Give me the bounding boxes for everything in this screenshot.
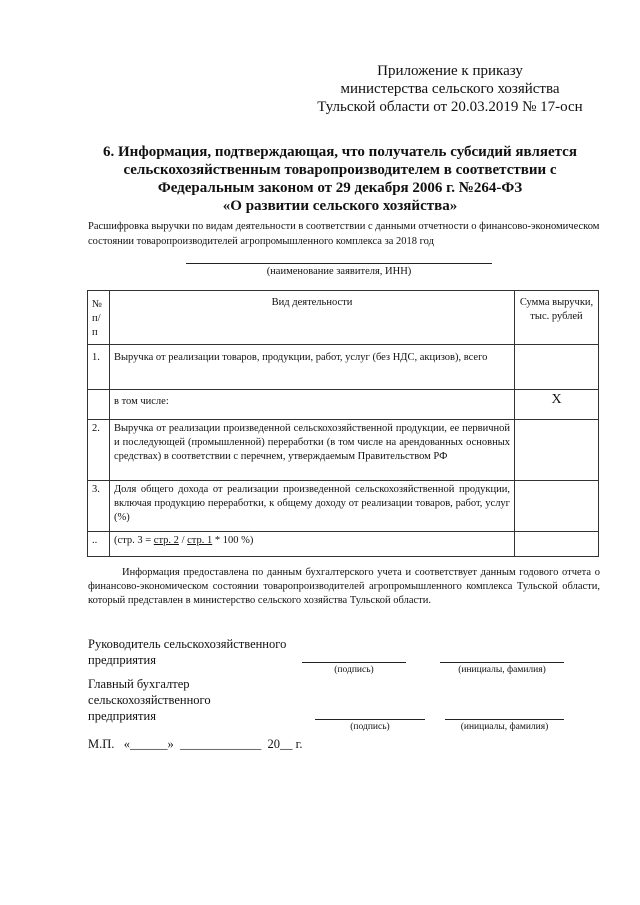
accountant-name-field[interactable] (445, 719, 564, 720)
heading-line-1: 6. Информация, подтверждающая, что получатель субсидий является (103, 144, 577, 160)
head-signature-field[interactable] (302, 662, 406, 663)
row-formula (110, 532, 515, 557)
table-header-row (88, 291, 599, 345)
appendix-line-2: министерства сельского хозяйства (340, 81, 560, 97)
row-sum-cell[interactable] (515, 532, 599, 557)
heading-line-3: Федеральным законом от 29 декабря 2006 г. №264-ФЗ (157, 180, 523, 196)
row-text: Выручка от реализации произведенной сельскохозяйственной продукции, ее первичной и последующей (промышленной) переработки (в том числе на арендованных основных средствах) в соответствии с перечнем, утверждаемым Правительством РФ (110, 420, 515, 481)
info-paragraph: Информация предоставлена по данным бухгалтерского учета и соответствует данным годового отчета о финансово-экономическом состоянии товаропроизводителей агропромышленного комплекса Тульской области, который представлен в министерство сельского хозяйства Тульской области. (88, 567, 600, 606)
row-sum-cell[interactable] (515, 481, 599, 532)
head-signature-caption: (подпись) (334, 665, 374, 675)
heading-line-2: сельскохозяйственным товаропроизводителем в соответствии с (123, 162, 557, 178)
applicant-caption: (наименование заявителя, ИНН) (266, 266, 412, 277)
accountant-signature-label (88, 676, 318, 724)
accountant-signature-field[interactable] (315, 719, 425, 720)
row-text: Доля общего дохода от реализации произведенной сельскохозяйственной продукции, включая продукцию переработки, к общему доходу от реализации товаров, работ, услуг (%) (110, 481, 515, 532)
head-name-field[interactable] (440, 662, 564, 663)
row-num: 3. (88, 481, 110, 532)
formula-link-row-1[interactable]: стр. 1 (187, 535, 213, 546)
appendix-reference (300, 62, 600, 116)
accountant-signature-caption: (подпись) (350, 722, 390, 732)
header-num: № п/п (88, 291, 110, 345)
formula-suffix: * 100 %) (212, 535, 254, 546)
header-activity: Вид деятельности (110, 291, 515, 345)
row-sum-cell[interactable] (515, 345, 599, 390)
accountant-label-line-3: предприятия (88, 709, 156, 723)
applicant-name-line[interactable] (186, 263, 492, 264)
stamp-date-line: М.П. «______» _____________ 20__ г. (88, 737, 303, 751)
row-num: .. (88, 532, 110, 557)
head-name-caption: (инициалы, фамилия) (458, 665, 546, 675)
table-row (88, 345, 599, 390)
table-row (88, 390, 599, 420)
row-num: 1. (88, 345, 110, 390)
head-label-line-2: предприятия (88, 653, 156, 667)
row-num (88, 390, 110, 420)
formula-prefix: (стр. 3 = (114, 535, 154, 546)
row-sum-cell[interactable] (515, 420, 599, 481)
formula-link-row-2[interactable]: стр. 2 (153, 535, 179, 546)
revenue-table (87, 290, 599, 557)
head-label-line-1: Руководитель сельскохозяйственного (88, 637, 287, 651)
row-num: 2. (88, 420, 110, 481)
row-text: в том числе: (110, 390, 515, 420)
row-sum-cell: X (515, 390, 599, 420)
intro-paragraph: Расшифровка выручки по видам деятельности в соответствии с данными отчетности о финансово-экономическом состоянии товаропроизводителей агропромышленного комплекса за 2018 год (88, 221, 600, 247)
formula-slash: / (178, 535, 188, 546)
appendix-line-3: Тульской области от 20.03.2019 № 17-осн (317, 99, 583, 115)
accountant-label-line-1: Главный бухгалтер (88, 677, 190, 691)
heading-line-4: «О развитии сельского хозяйства» (222, 198, 458, 214)
appendix-line-1: Приложение к приказу (377, 63, 523, 79)
table-row (88, 420, 599, 481)
document-heading (60, 143, 620, 215)
head-signature-label (88, 636, 318, 668)
table-row (88, 481, 599, 532)
row-text: Выручка от реализации товаров, продукции, работ, услуг (без НДС, акцизов), всего (110, 345, 515, 390)
table-row (88, 532, 599, 557)
accountant-label-line-2: сельскохозяйственного (88, 693, 211, 707)
header-sum: Сумма выручки, тыс. рублей (515, 291, 599, 345)
accountant-name-caption: (инициалы, фамилия) (460, 722, 549, 732)
